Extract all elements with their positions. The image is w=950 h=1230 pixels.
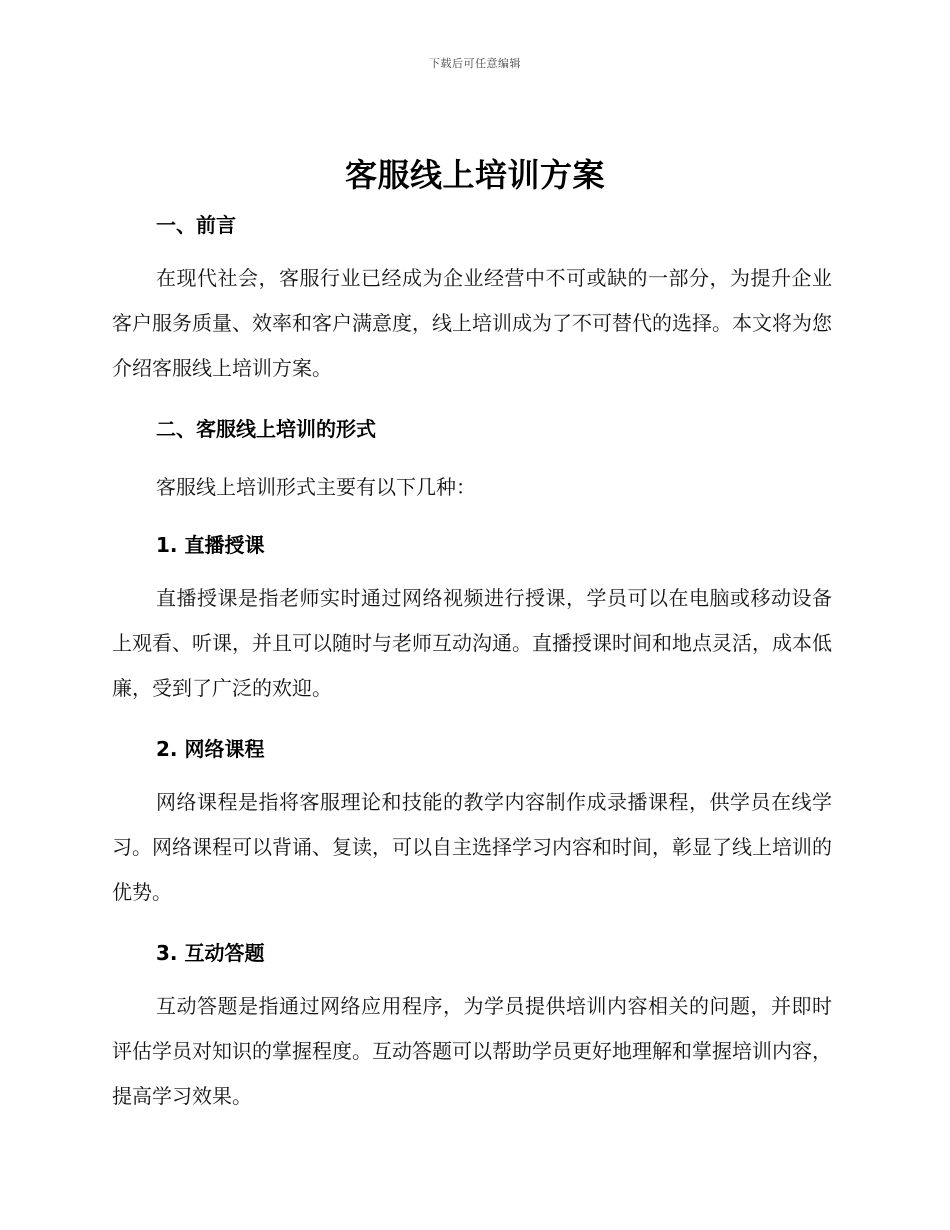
paragraph-interactive-quiz: 互动答题是指通过网络应用程序，为学员提供培训内容相关的问题，并即时评估学员对知识的掌握程度。互动答题可以帮助学员更好地理解和掌握培训内容，提高学习效果。 [112,994,832,1108]
document-title: 客服线上培训方案 [344,156,605,194]
paragraph-online-course: 网络课程是指将客服理论和技能的教学内容制作成录播课程，供学员在线学习。网络课程可以背诵、复读，可以自主选择学习内容和时间，彰显了线上培训的优势。 [112,790,832,904]
paragraph-live-class: 直播授课是指老师实时通过网络视频进行授课，学员可以在电脑或移动设备上观看、听课，并且可以随时与老师互动沟通。直播授课时间和地点灵活，成本低廉，受到了广泛的欢迎。 [112,586,832,700]
paragraph-forms-intro: 客服线上培训形式主要有以下几种： [156,475,476,499]
item-heading-live-class: 1. 直播授课 [156,533,265,557]
item-heading-interactive-quiz: 3. 互动答题 [156,941,265,965]
paragraph-preface: 在现代社会，客服行业已经成为企业经营中不可或缺的一部分，为提升企业客户服务质量、效率和客户满意度，线上培训成为了不可替代的选择。本文将为您介绍客服线上培训方案。 [112,266,832,380]
section-heading-preface: 一、前言 [156,213,236,237]
page-header-note: 下载后可任意编辑 [429,57,521,70]
section-heading-forms: 二、客服线上培训的形式 [156,417,376,441]
item-heading-online-course: 2. 网络课程 [156,737,265,761]
